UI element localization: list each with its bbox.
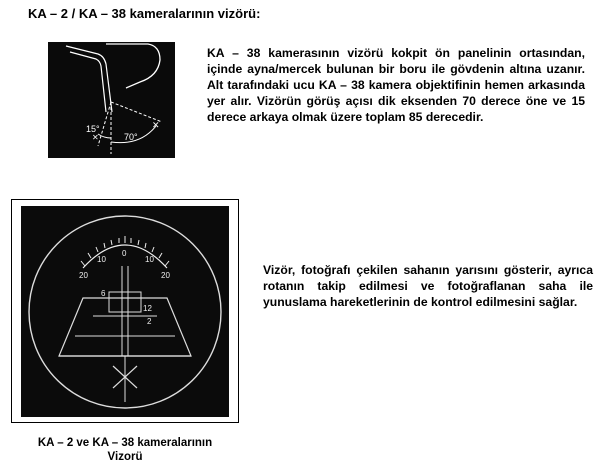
figure-caption: [11, 436, 239, 464]
viewfinder-function-text: Vizör, fotoğrafı çekilen sahanın yarısını gösterir, ayrıca rotanın takip edilmesi ve fotoğraflanan saha ile yunuslama hareketlerinin de kontrol edilmesini sağlar.: [263, 263, 593, 309]
scale-label-10-left: 10: [97, 255, 106, 264]
angle-front-label: 70°: [124, 132, 138, 142]
scale-label-0: 0: [122, 249, 127, 258]
viewfinder-photo-frame: [11, 199, 239, 423]
viewfinder-reticle-image: [21, 206, 229, 417]
viewfinder-description: KA – 38 kamerasının vizörü kokpit ön panelinin ortasından, içinde ayna/mercek bulunan bir boru ile gövdenin altına uzanır. Alt tarafındaki ucu KA – 38 kamera objektifinin hemen arkasında yer alır. Vizörün görüş açısı dik eksenden 70 derece öne ve 15 derece arkaya olmak üzere toplam 85 derecedir.: [207, 46, 585, 124]
angle-back-label: 15°: [86, 124, 100, 134]
svg-text:✕: ✕: [152, 120, 160, 130]
scale-label-20-right: 20: [161, 271, 170, 280]
page-heading: KA – 2 / KA – 38 kameralarının vizörü:: [28, 6, 261, 21]
scale-label-20-left: 20: [79, 271, 88, 280]
caption-line-1: KA – 2 ve KA – 38 kameralarının: [37, 437, 213, 449]
viewfinder-angle-diagram: [48, 42, 175, 158]
scale-label-10-right: 10: [145, 255, 154, 264]
caption-line-2: Vizorü: [107, 451, 143, 463]
grid-label-right-bottom: 2: [147, 317, 152, 326]
svg-text:✕: ✕: [92, 133, 99, 142]
grid-label-left: 6: [101, 289, 106, 298]
grid-label-right-top: 12: [143, 304, 152, 313]
